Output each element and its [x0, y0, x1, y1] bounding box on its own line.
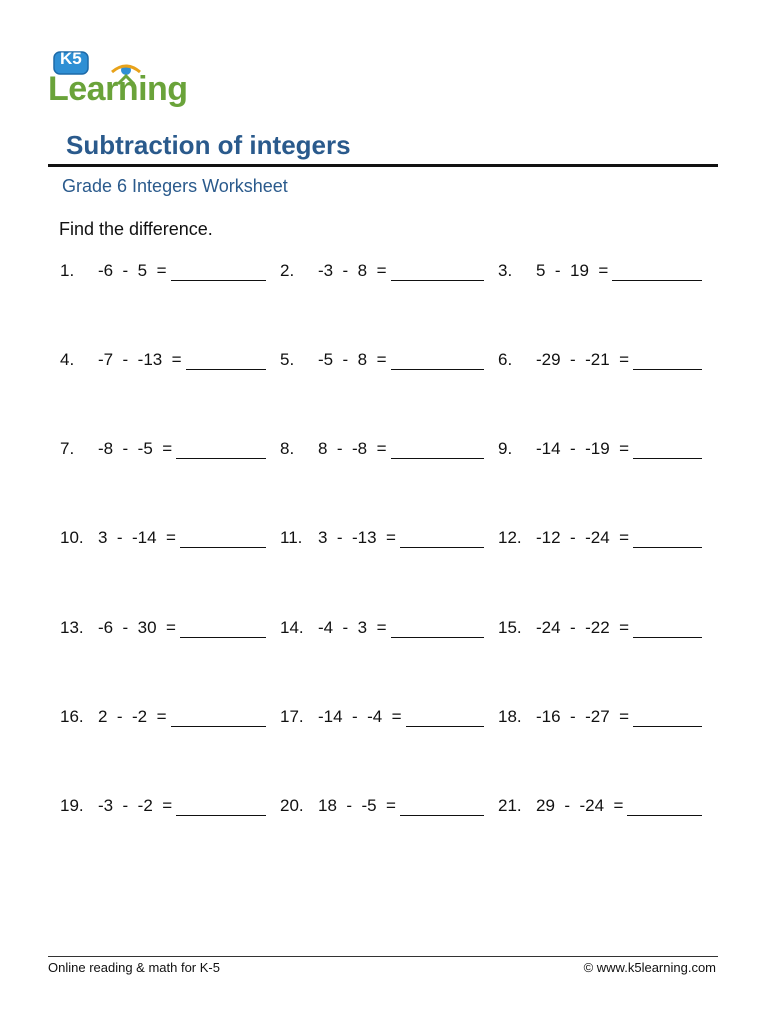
worksheet-title: Subtraction of integers — [66, 130, 351, 160]
problem-number: 7. — [60, 439, 75, 458]
problem-10 — [60, 522, 266, 548]
answer-blank[interactable] — [400, 797, 484, 816]
problem-5 — [280, 344, 484, 370]
answer-blank[interactable] — [633, 351, 702, 370]
problem-number: 5. — [280, 350, 295, 369]
problem-15 — [498, 612, 702, 638]
problem-number: 20. — [280, 796, 304, 815]
problem-8 — [280, 433, 484, 459]
problem-expression: -12 - -24 = — [536, 528, 630, 547]
problem-expression: -8 - -5 = — [98, 439, 173, 458]
answer-blank[interactable] — [633, 619, 702, 638]
problem-1 — [60, 255, 266, 281]
answer-blank[interactable] — [180, 619, 266, 638]
problem-11 — [280, 522, 484, 548]
k5-learning-logo — [48, 50, 188, 112]
problem-20 — [280, 790, 484, 816]
problem-expression: -24 - -22 = — [536, 618, 630, 637]
problem-7 — [60, 433, 266, 459]
problem-expression: 5 - 19 = — [536, 261, 609, 280]
answer-blank[interactable] — [171, 708, 267, 727]
problem-17 — [280, 701, 484, 727]
problem-number: 6. — [498, 350, 513, 369]
problem-14 — [280, 612, 484, 638]
problem-expression: 29 - -24 = — [536, 796, 624, 815]
answer-blank[interactable] — [400, 529, 484, 548]
problem-21 — [498, 790, 702, 816]
answer-blank[interactable] — [391, 351, 485, 370]
problem-number: 13. — [60, 618, 84, 637]
problem-number: 3. — [498, 261, 513, 280]
answer-blank[interactable] — [406, 708, 484, 727]
problem-12 — [498, 522, 702, 548]
problem-expression: 18 - -5 = — [318, 796, 396, 815]
answer-blank[interactable] — [612, 262, 702, 281]
problem-number: 16. — [60, 707, 84, 726]
problem-6 — [498, 344, 702, 370]
answer-blank[interactable] — [633, 708, 702, 727]
problem-number: 8. — [280, 439, 295, 458]
problem-number: 1. — [60, 261, 75, 280]
problem-expression: 2 - -2 = — [98, 707, 167, 726]
footer-website: © www.k5learning.com — [583, 960, 716, 975]
answer-blank[interactable] — [633, 529, 702, 548]
footer-divider — [48, 956, 718, 957]
problem-expression: -14 - -4 = — [318, 707, 402, 726]
problem-3 — [498, 255, 702, 281]
problem-9 — [498, 433, 702, 459]
problem-expression: -4 - 3 = — [318, 618, 387, 637]
answer-blank[interactable] — [627, 797, 702, 816]
answer-blank[interactable] — [176, 440, 266, 459]
logo-badge-text: K5 — [60, 49, 82, 68]
problem-expression: -6 - 5 = — [98, 261, 167, 280]
problem-number: 9. — [498, 439, 513, 458]
problem-number: 17. — [280, 707, 304, 726]
answer-blank[interactable] — [633, 440, 702, 459]
problem-number: 12. — [498, 528, 522, 547]
problem-number: 19. — [60, 796, 84, 815]
problem-number: 18. — [498, 707, 522, 726]
problem-4 — [60, 344, 266, 370]
problem-expression: -3 - -2 = — [98, 796, 173, 815]
problem-number: 2. — [280, 261, 295, 280]
problem-number: 11. — [280, 528, 303, 547]
problem-expression: -7 - -13 = — [98, 350, 182, 369]
problem-expression: 3 - -14 = — [98, 528, 176, 547]
problem-expression: 3 - -13 = — [318, 528, 396, 547]
problem-number: 15. — [498, 618, 522, 637]
problem-number: 21. — [498, 796, 522, 815]
answer-blank[interactable] — [186, 351, 266, 370]
answer-blank[interactable] — [180, 529, 266, 548]
problem-expression: -3 - 8 = — [318, 261, 387, 280]
worksheet-subtitle: Grade 6 Integers Worksheet — [62, 176, 288, 196]
title-divider — [48, 164, 718, 167]
logo-wordmark: Learning — [48, 70, 188, 108]
problem-expression: -6 - 30 = — [98, 618, 176, 637]
footer-tagline: Online reading & math for K-5 — [48, 960, 220, 975]
answer-blank[interactable] — [391, 262, 485, 281]
problem-number: 4. — [60, 350, 75, 369]
problem-expression: -16 - -27 = — [536, 707, 630, 726]
problem-2 — [280, 255, 484, 281]
answer-blank[interactable] — [176, 797, 266, 816]
problem-19 — [60, 790, 266, 816]
problem-13 — [60, 612, 266, 638]
instructions-text: Find the difference. — [59, 219, 213, 239]
problem-expression: 8 - -8 = — [318, 439, 387, 458]
problem-expression: -14 - -19 = — [536, 439, 630, 458]
problem-expression: -29 - -21 = — [536, 350, 630, 369]
problem-number: 10. — [60, 528, 84, 547]
answer-blank[interactable] — [391, 619, 485, 638]
answer-blank[interactable] — [171, 262, 267, 281]
problem-16 — [60, 701, 266, 727]
problem-expression: -5 - 8 = — [318, 350, 387, 369]
problem-number: 14. — [280, 618, 304, 637]
answer-blank[interactable] — [391, 440, 485, 459]
problem-18 — [498, 701, 702, 727]
